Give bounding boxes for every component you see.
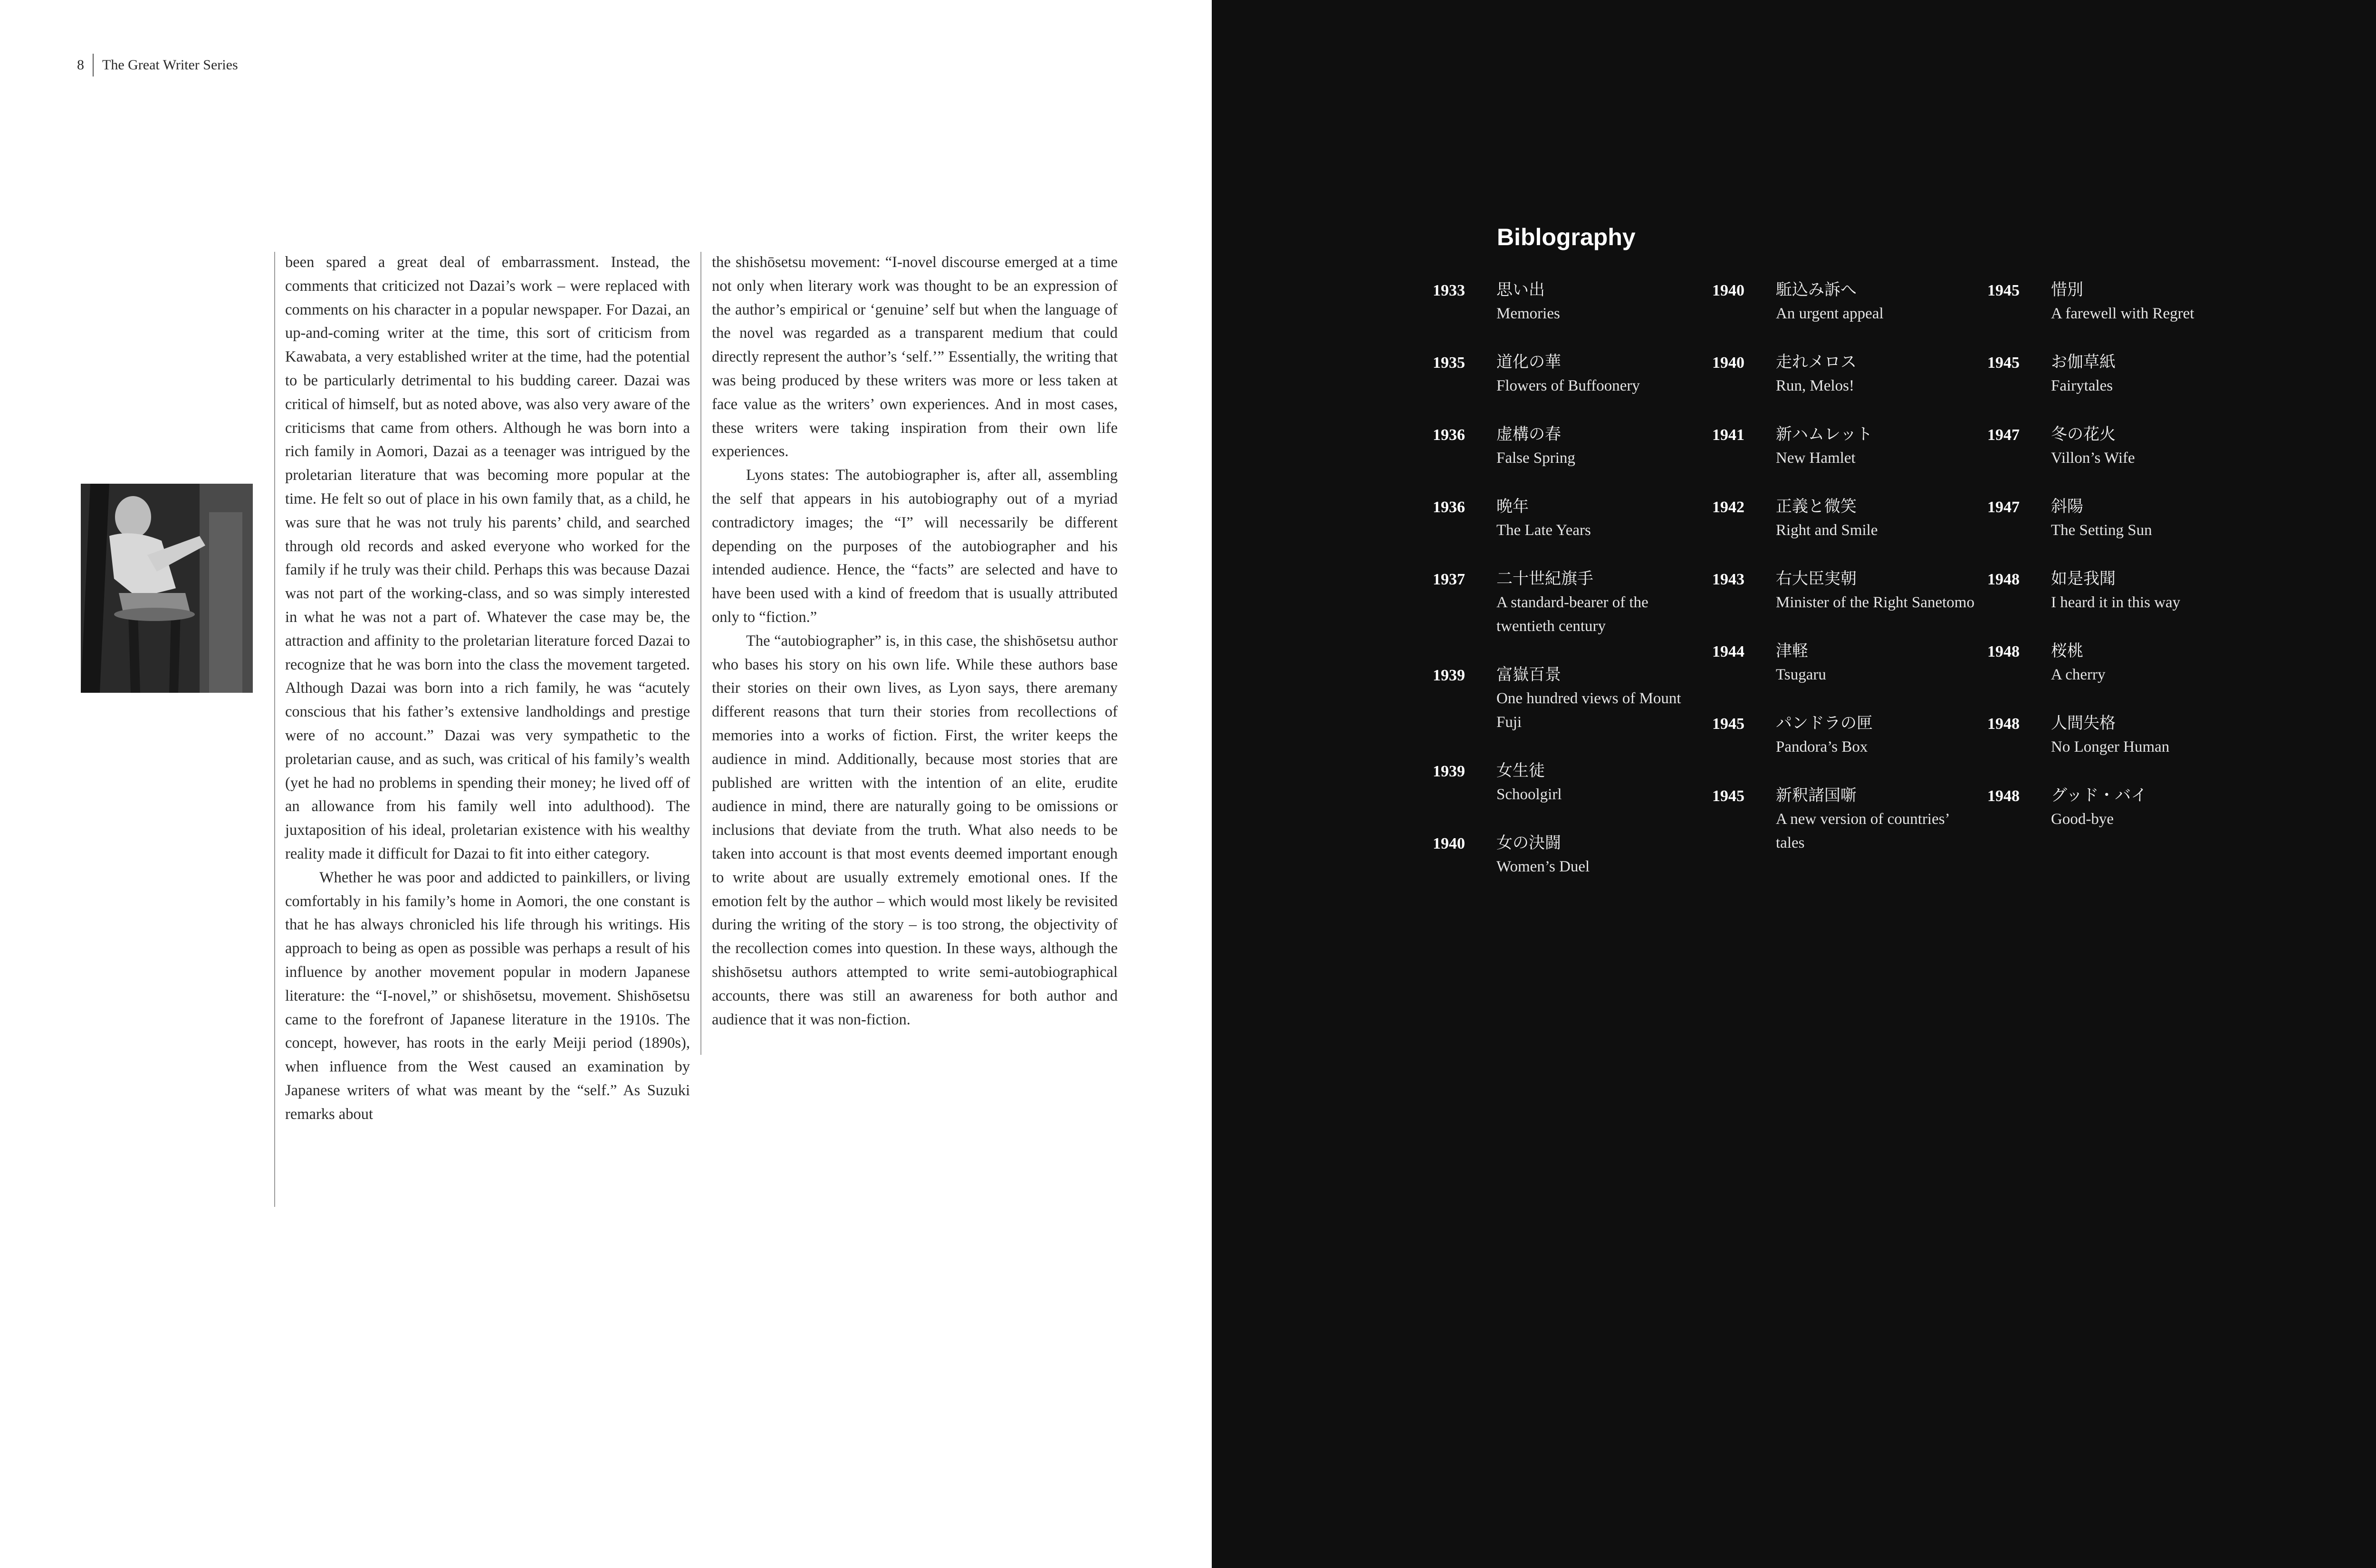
bibliography-entry bbox=[1987, 350, 2253, 398]
bibliography-year: 1935 bbox=[1433, 354, 1465, 372]
bibliography-year: 1948 bbox=[1987, 571, 2020, 588]
right-page-bibliography bbox=[1212, 0, 2376, 1568]
bibliography-year: 1936 bbox=[1433, 426, 1465, 444]
bibliography-entry bbox=[1433, 759, 1699, 806]
bibliography-entry-body bbox=[1776, 567, 1978, 614]
bibliography-entry bbox=[1987, 422, 2253, 470]
bibliography-year: 1948 bbox=[1987, 643, 2020, 660]
bibliography-entry-body bbox=[1496, 831, 1699, 879]
paragraph: the shishōsetsu movement: “I-novel discourse emerged at a time not only when literary work was thought to be an expression of the author’s empirical or ‘genuine’ self but when the language of the novel was regarded as a transparent medium that could directly represent the author’s ‘self.’” Essentially, the writing that was being produced by these writers was more or less taken at face value as the writers’ own experiences. And in most cases, these writers were taking inspiration from their own life experiences. bbox=[712, 254, 1118, 460]
bibliography-year: 1943 bbox=[1712, 571, 1744, 588]
bibliography-english-title: Schoolgirl bbox=[1496, 786, 1562, 803]
column-rule-right bbox=[700, 252, 701, 1055]
portrait-photo-icon bbox=[81, 484, 253, 693]
bibliography-entry bbox=[1712, 422, 1978, 470]
body-text-column-1 bbox=[285, 251, 690, 1126]
bibliography-entry bbox=[1712, 350, 1978, 398]
bibliography-japanese-title: 新ハムレット bbox=[1776, 425, 1873, 444]
column-rule-left bbox=[274, 252, 275, 1207]
bibliography-entry bbox=[1712, 711, 1978, 759]
bibliography-english-title: A cherry bbox=[2051, 666, 2106, 683]
bibliography-entry bbox=[1987, 567, 2253, 614]
bibliography-entry-body bbox=[2051, 567, 2253, 614]
bibliography-entry bbox=[1987, 711, 2253, 759]
bibliography-japanese-title: 桜桃 bbox=[2051, 641, 2083, 660]
bibliography-entry-body bbox=[1496, 759, 1699, 806]
bibliography-year: 1947 bbox=[1987, 498, 2020, 516]
bibliography-entry bbox=[1433, 663, 1699, 734]
bibliography-english-title: Right and Smile bbox=[1776, 522, 1878, 539]
bibliography-entry bbox=[1433, 567, 1699, 638]
bibliography-entry bbox=[1712, 567, 1978, 614]
body-text-column-2 bbox=[712, 251, 1118, 1032]
bibliography-japanese-title: 走れメロス bbox=[1776, 353, 1857, 372]
bibliography-heading: Biblography bbox=[1497, 224, 1636, 250]
bibliography-english-title: A standard-bearer of the twentieth century bbox=[1496, 594, 1648, 635]
bibliography-year: 1945 bbox=[1712, 787, 1744, 805]
photo-illustration bbox=[81, 484, 253, 693]
bibliography-entry-body bbox=[1496, 495, 1699, 542]
bibliography-japanese-title: 新釈諸国噺 bbox=[1776, 786, 1857, 805]
bibliography-english-title: A farewell with Regret bbox=[2051, 305, 2194, 322]
bibliography-column-1 bbox=[1433, 278, 1699, 903]
bibliography-entry bbox=[1712, 278, 1978, 325]
bibliography-english-title: New Hamlet bbox=[1776, 449, 1856, 467]
bibliography-column-2 bbox=[1712, 278, 1978, 880]
bibliography-entry-body bbox=[2051, 495, 2253, 542]
bibliography-japanese-title: 晩年 bbox=[1496, 497, 1529, 516]
bibliography-japanese-title: 津軽 bbox=[1776, 641, 1808, 660]
bibliography-entry-body bbox=[1776, 495, 1978, 542]
bibliography-japanese-title: 正義と微笑 bbox=[1776, 497, 1857, 516]
bibliography-english-title: False Spring bbox=[1496, 449, 1575, 467]
bibliography-year: 1939 bbox=[1433, 667, 1465, 684]
bibliography-japanese-title: 二十世紀旗手 bbox=[1496, 569, 1593, 588]
bibliography-year: 1936 bbox=[1433, 498, 1465, 516]
bibliography-english-title: Run, Melos! bbox=[1776, 377, 1854, 394]
bibliography-english-title: Flowers of Buffoonery bbox=[1496, 377, 1640, 394]
bibliography-entry-body bbox=[2051, 711, 2253, 759]
bibliography-english-title: Good-bye bbox=[2051, 811, 2114, 828]
bibliography-entry-body bbox=[1776, 350, 1978, 398]
bibliography-japanese-title: 惜別 bbox=[2051, 280, 2083, 299]
paragraph: Lyons states: The autobiographer is, after all, assembling the self that appears in his autobiography out of a myriad contradictory images; the “I” will necessarily be different depending on the purposes of the autobiographer and his intended audience. Hence, the “facts” are selected and have to have been used with a kind of freedom that is usually attributed only to “fiction.” bbox=[712, 467, 1118, 626]
bibliography-entry bbox=[1433, 495, 1699, 542]
bibliography-entry-body bbox=[2051, 639, 2253, 687]
bibliography-entry-body bbox=[2051, 350, 2253, 398]
bibliography-year: 1940 bbox=[1433, 835, 1465, 852]
bibliography-japanese-title: 富嶽百景 bbox=[1496, 665, 1561, 684]
bibliography-year: 1941 bbox=[1712, 426, 1744, 444]
bibliography-year: 1945 bbox=[1712, 715, 1744, 733]
bibliography-entry-body bbox=[1496, 567, 1699, 638]
bibliography-entry-body bbox=[1776, 784, 1978, 855]
bibliography-entry-body bbox=[2051, 278, 2253, 325]
bibliography-entry-body bbox=[1776, 711, 1978, 759]
paragraph: been spared a great deal of embarrassment. Instead, the comments that criticized not Dazai’s work – were replaced with comments on his character in a popular newspaper. For Dazai, an up-and-coming writer at the time, this sort of criticism from Kawabata, a very established writer at the time, had the potential to be particularly detrimental to his budding career. Dazai was critical of himself, but as noted above, was also very aware of the criticisms that came from others. Although he was born into a rich family in Aomori, Dazai as a teenager was intrigued by the proletarian literature that was becoming more popular at the time. He felt so out of place in his own family that, as a child, he was sure that he was not truly his parents’ child, and searched through old records and asked everyone who worked for the family if he truly was their child. Perhaps this was because Dazai was not part of the working-class, and so was simply interested in what he was not a part of. Whatever the case may be, the attraction and affinity to the proletarian literature forced Dazai to recognize that he was born into the class the movement targeted. Although Dazai was born into a rich family, he was “acutely conscious that his father’s extensive landholdings and prestige were of no account.” Dazai was very sympathetic to the proletarian cause, and as such, was critical of his family’s wealth (yet he had no problems in spending their money; he lived off of an allowance from his family well into adulthood). The juxtaposition of his ideal, proletarian existence with his wealthy reality made it difficult for Dazai to fit into either category. bbox=[285, 254, 690, 862]
bibliography-english-title: A new version of countries’ tales bbox=[1776, 811, 1949, 851]
bibliography-entry-body bbox=[1496, 350, 1699, 398]
bibliography-entry-body bbox=[2051, 784, 2253, 831]
bibliography-english-title: Tsugaru bbox=[1776, 666, 1826, 683]
bibliography-english-title: Fairytales bbox=[2051, 377, 2113, 394]
bibliography-japanese-title: 女の決闘 bbox=[1496, 833, 1561, 852]
bibliography-year: 1945 bbox=[1987, 282, 2020, 299]
bibliography-entry bbox=[1712, 639, 1978, 687]
bibliography-english-title: The Setting Sun bbox=[2051, 522, 2152, 539]
bibliography-year: 1937 bbox=[1433, 571, 1465, 588]
bibliography-japanese-title: 駈込み訴へ bbox=[1776, 280, 1857, 299]
running-head bbox=[77, 54, 238, 76]
bibliography-japanese-title: 女生徒 bbox=[1496, 761, 1545, 780]
bibliography-year: 1948 bbox=[1987, 715, 2020, 733]
bibliography-year: 1944 bbox=[1712, 643, 1744, 660]
bibliography-english-title: One hundred views of Mount Fuji bbox=[1496, 690, 1681, 731]
bibliography-year: 1945 bbox=[1987, 354, 2020, 372]
bibliography-japanese-title: 思い出 bbox=[1496, 280, 1545, 299]
bibliography-english-title: Minister of the Right Sanetomo bbox=[1776, 594, 1974, 611]
bibliography-english-title: Women’s Duel bbox=[1496, 858, 1590, 875]
bibliography-entry-body bbox=[2051, 422, 2253, 470]
bibliography-year: 1948 bbox=[1987, 787, 2020, 805]
bibliography-japanese-title: 如是我聞 bbox=[2051, 569, 2116, 588]
bibliography-year: 1933 bbox=[1433, 282, 1465, 299]
bibliography-entry bbox=[1433, 350, 1699, 398]
bibliography-entry-body bbox=[1496, 278, 1699, 325]
bibliography-japanese-title: 道化の華 bbox=[1496, 353, 1561, 372]
bibliography-year: 1939 bbox=[1433, 763, 1465, 780]
bibliography-entry-body bbox=[1776, 422, 1978, 470]
bibliography-japanese-title: 虚構の春 bbox=[1496, 425, 1561, 444]
bibliography-entry-body bbox=[1776, 278, 1978, 325]
bibliography-english-title: No Longer Human bbox=[2051, 738, 2170, 755]
bibliography-entry-body bbox=[1776, 639, 1978, 687]
bibliography-year: 1942 bbox=[1712, 498, 1744, 516]
bibliography-entry bbox=[1433, 422, 1699, 470]
bibliography-year: 1940 bbox=[1712, 354, 1744, 372]
bibliography-entry bbox=[1712, 495, 1978, 542]
bibliography-japanese-title: グッド・バイ bbox=[2051, 786, 2147, 805]
bibliography-entry bbox=[1433, 278, 1699, 325]
bibliography-entry bbox=[1712, 784, 1978, 855]
bibliography-year: 1940 bbox=[1712, 282, 1744, 299]
bibliography-japanese-title: 人間失格 bbox=[2051, 714, 2116, 733]
bibliography-english-title: The Late Years bbox=[1496, 522, 1591, 539]
bibliography-english-title: Pandora’s Box bbox=[1776, 738, 1868, 755]
bibliography-entry bbox=[1987, 639, 2253, 687]
bibliography-entry-body bbox=[1496, 422, 1699, 470]
bibliography-english-title: Villon’s Wife bbox=[2051, 449, 2135, 467]
bibliography-column-3 bbox=[1987, 278, 2253, 856]
bibliography-entry-body bbox=[1496, 663, 1699, 734]
bibliography-japanese-title: 斜陽 bbox=[2051, 497, 2083, 516]
bibliography-english-title: An urgent appeal bbox=[1776, 305, 1884, 322]
page-number: 8 bbox=[77, 57, 84, 73]
bibliography-year: 1947 bbox=[1987, 426, 2020, 444]
bibliography-entry bbox=[1433, 831, 1699, 879]
bibliography-english-title: I heard it in this way bbox=[2051, 594, 2181, 611]
paragraph: Whether he was poor and addicted to painkillers, or living comfortably in his family’s home in Aomori, the one constant is that he has always chronicled his life through his writings. His approach to being as open as possible was perhaps a result of his influence by another movement popular in modern Japanese literature: the “I-novel,” or shishōsetsu, movement. Shishōsetsu came to the forefront of Japanese literature in the 1910s. The concept, however, has roots in the early Meiji period (1890s), when influence from the West caused an examination by Japanese writers of what was meant by the “self.” As Suzuki remarks about bbox=[285, 869, 690, 1123]
bibliography-japanese-title: 冬の花火 bbox=[2051, 425, 2116, 444]
bibliography-japanese-title: 右大臣実朝 bbox=[1776, 569, 1857, 588]
bibliography-japanese-title: お伽草紙 bbox=[2051, 353, 2116, 372]
bibliography-english-title: Memories bbox=[1496, 305, 1560, 322]
bibliography-entry bbox=[1987, 784, 2253, 831]
series-title: The Great Writer Series bbox=[102, 57, 238, 73]
bibliography-entry bbox=[1987, 278, 2253, 325]
paragraph: The “autobiographer” is, in this case, the shishōsetsu author who bases his story on his own life. While these authors base their stories on their own lives, as Lyon says, there aremany different reasons that turn their stories from recollections of memories into a works of fiction. First, the writer keeps the audience in mind. Additionally, because most stories that are published are written with the intention of an elite, erudite audience in mind, there are naturally going to be omissions or inclusions that deviate from the truth. What also needs to be taken into account is that most events deemed important enough to write about are usually extremely emotional ones. If the emotion felt by the author – which would most likely be revisited during the writing of the story – is too strong, the objectivity of the recollection comes into question. In these ways, although the shishōsetsu authors attempted to write semi-autobiographical accounts, there was still an awareness for both author and audience that it was non-fiction. bbox=[712, 632, 1118, 1028]
bibliography-japanese-title: パンドラの匣 bbox=[1776, 714, 1873, 733]
bibliography-entry bbox=[1987, 495, 2253, 542]
